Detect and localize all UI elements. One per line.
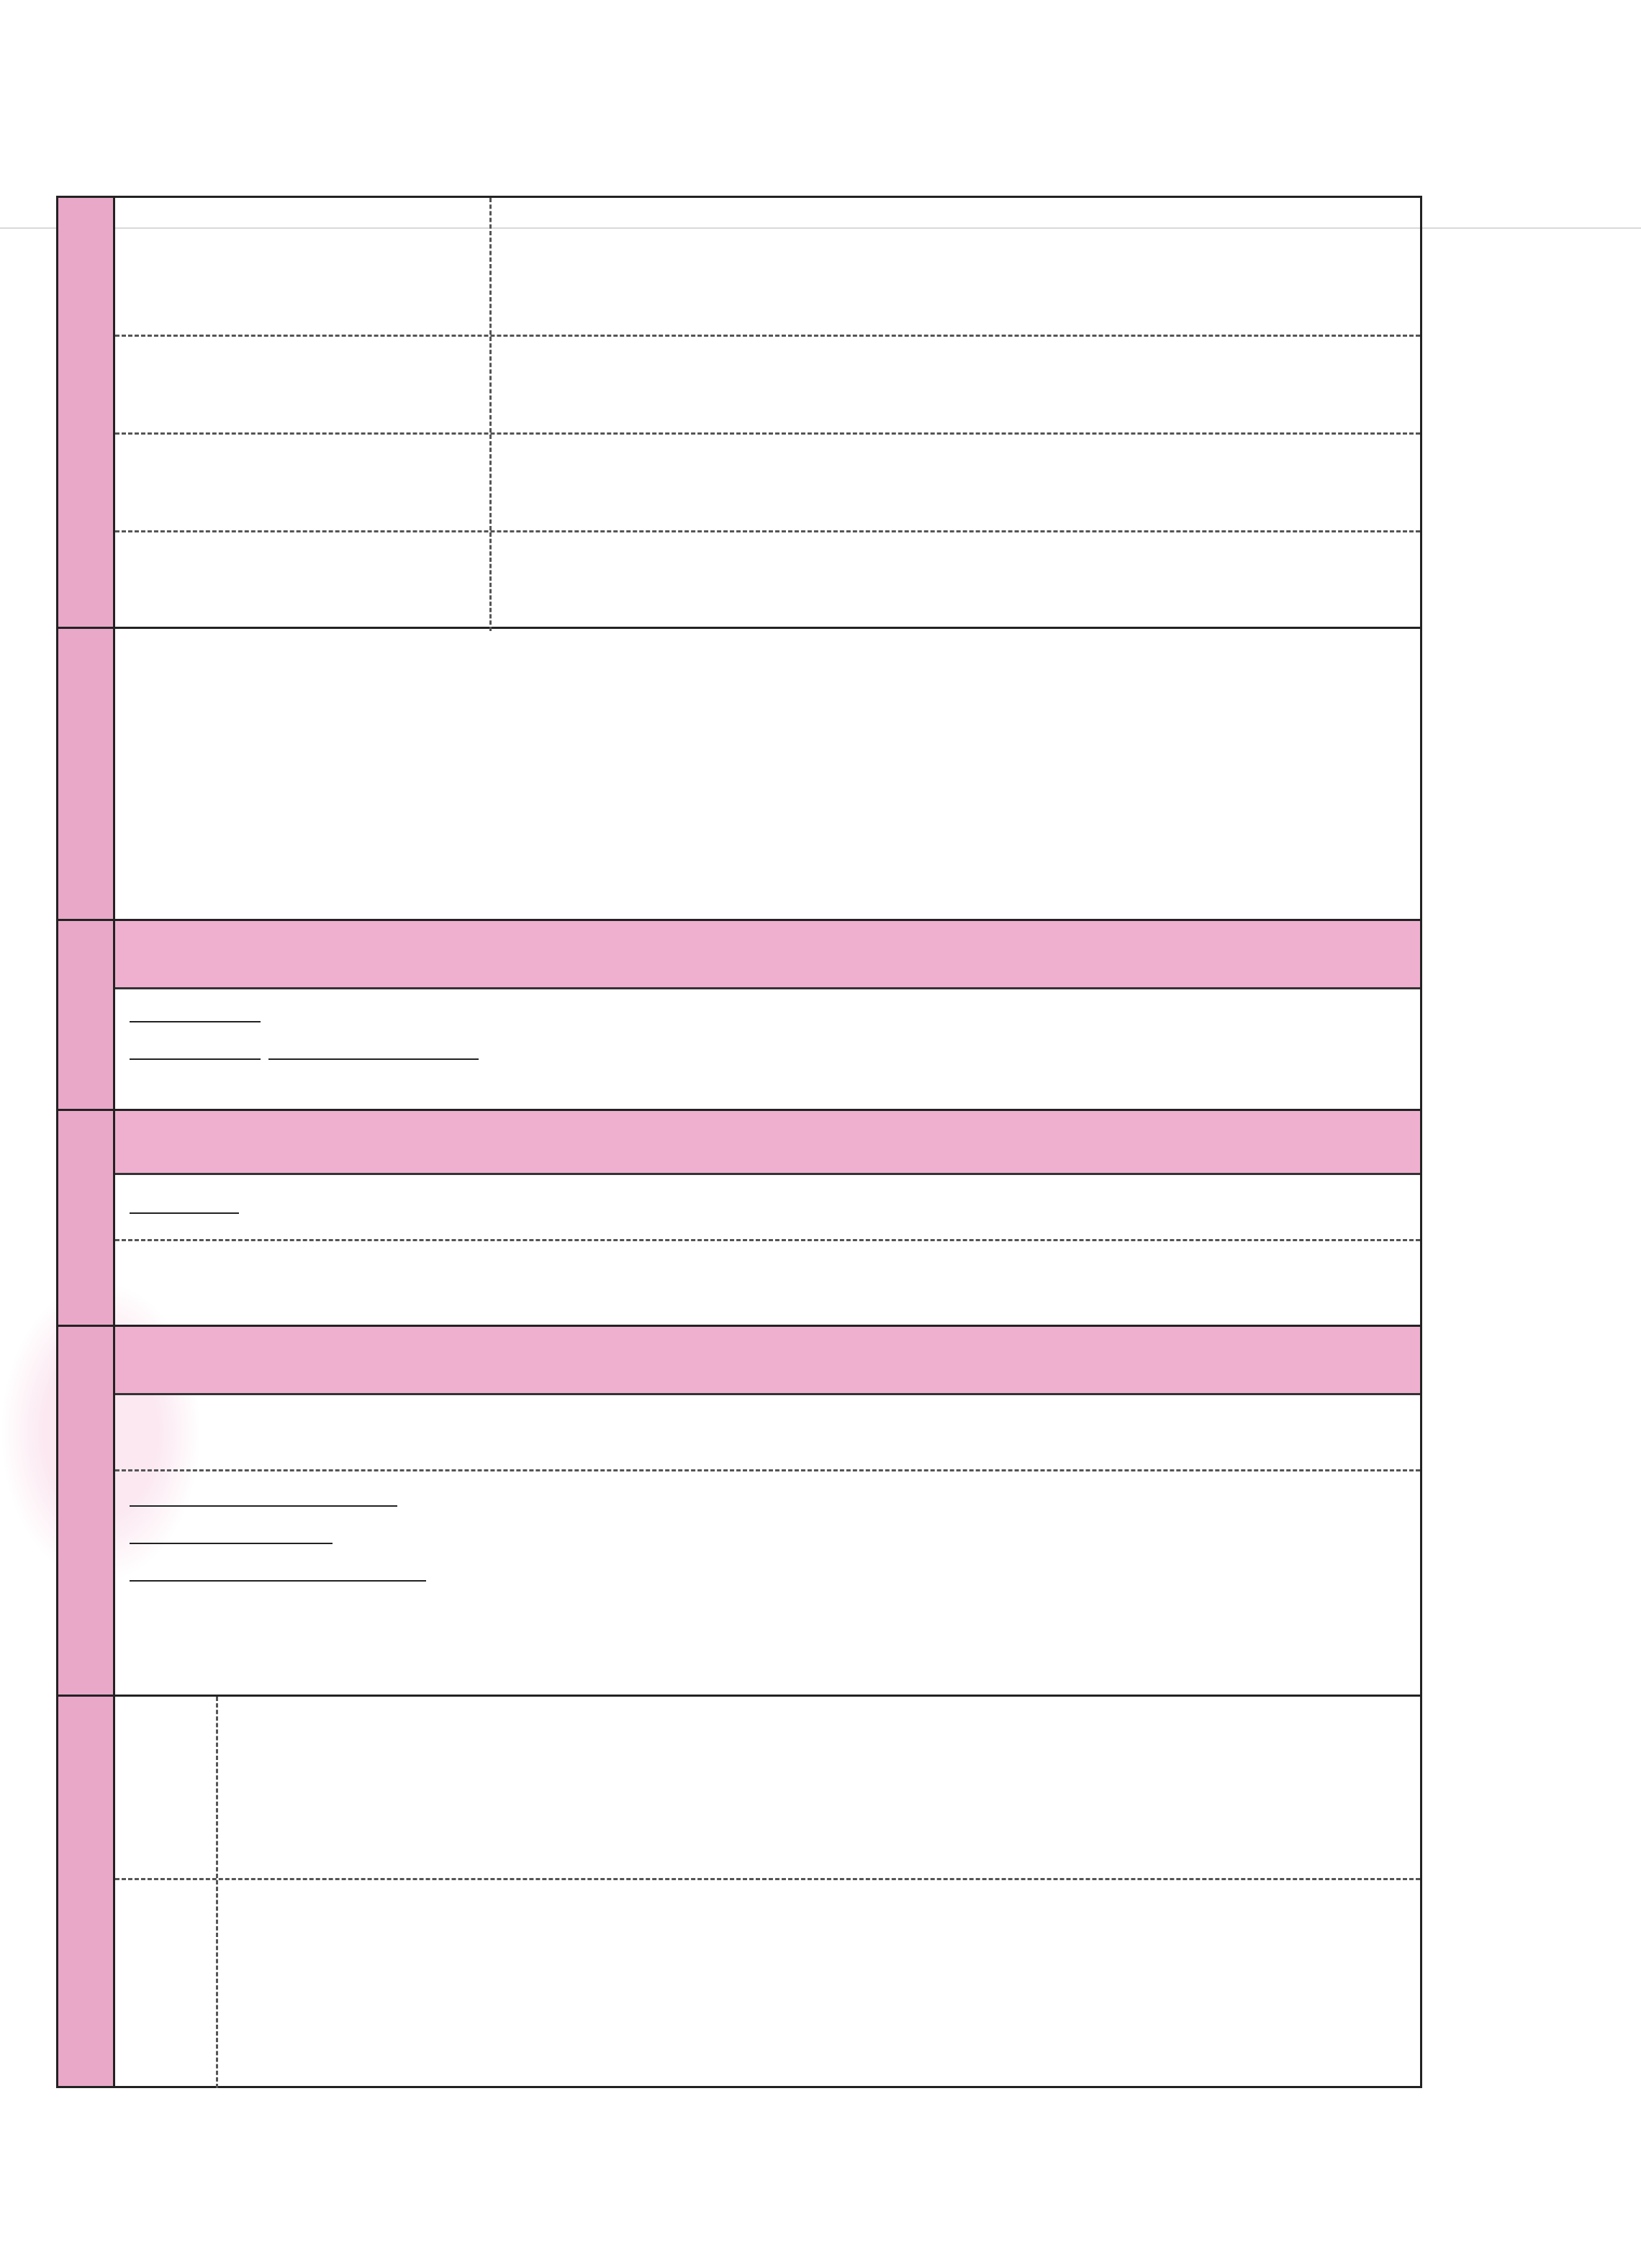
section-header — [115, 1327, 1420, 1395]
section-grammar — [56, 1327, 1422, 1697]
section-header — [115, 921, 1420, 989]
section-label — [58, 1327, 115, 1695]
grammar-rules — [115, 1469, 1420, 1697]
task-body — [216, 1880, 1420, 2088]
topic-text — [216, 1697, 1420, 1878]
answer-blank[interactable] — [130, 1021, 261, 1022]
task-label — [115, 1880, 216, 2088]
section-notes — [56, 1111, 1422, 1327]
section-label — [58, 1697, 115, 2086]
answer-blank[interactable] — [268, 1058, 479, 1060]
vocab-row — [115, 198, 1420, 335]
section-label — [58, 921, 115, 1109]
writing-task-row — [115, 1878, 1420, 2088]
note-row — [115, 1239, 1420, 1327]
vocab-row — [115, 530, 1420, 631]
answer-blank[interactable] — [130, 1580, 426, 1582]
section-label — [58, 629, 115, 919]
vocab-forms — [489, 337, 1420, 432]
answer-blank[interactable] — [130, 1058, 261, 1060]
section-writing — [56, 1697, 1422, 2088]
vocab-forms — [489, 532, 1420, 631]
section-label — [58, 1111, 115, 1325]
vocab-forms — [489, 435, 1420, 530]
section-dialog — [56, 921, 1422, 1111]
vocab-row — [115, 335, 1420, 432]
topic-label — [115, 1697, 216, 1878]
answer-blank[interactable] — [130, 1543, 333, 1544]
note-para — [130, 1187, 1407, 1225]
dialog-text — [130, 996, 1407, 1071]
section-label — [58, 198, 115, 627]
writing-topic-row — [115, 1697, 1420, 1878]
answer-blank[interactable] — [130, 1505, 397, 1507]
vocab-forms — [489, 198, 1420, 335]
section-phrases — [56, 629, 1422, 921]
answer-blank[interactable] — [130, 1212, 239, 1214]
worksheet-page — [56, 196, 1422, 2088]
vocab-row — [115, 432, 1420, 530]
section-vocab — [56, 196, 1422, 629]
section-header — [115, 1111, 1420, 1175]
